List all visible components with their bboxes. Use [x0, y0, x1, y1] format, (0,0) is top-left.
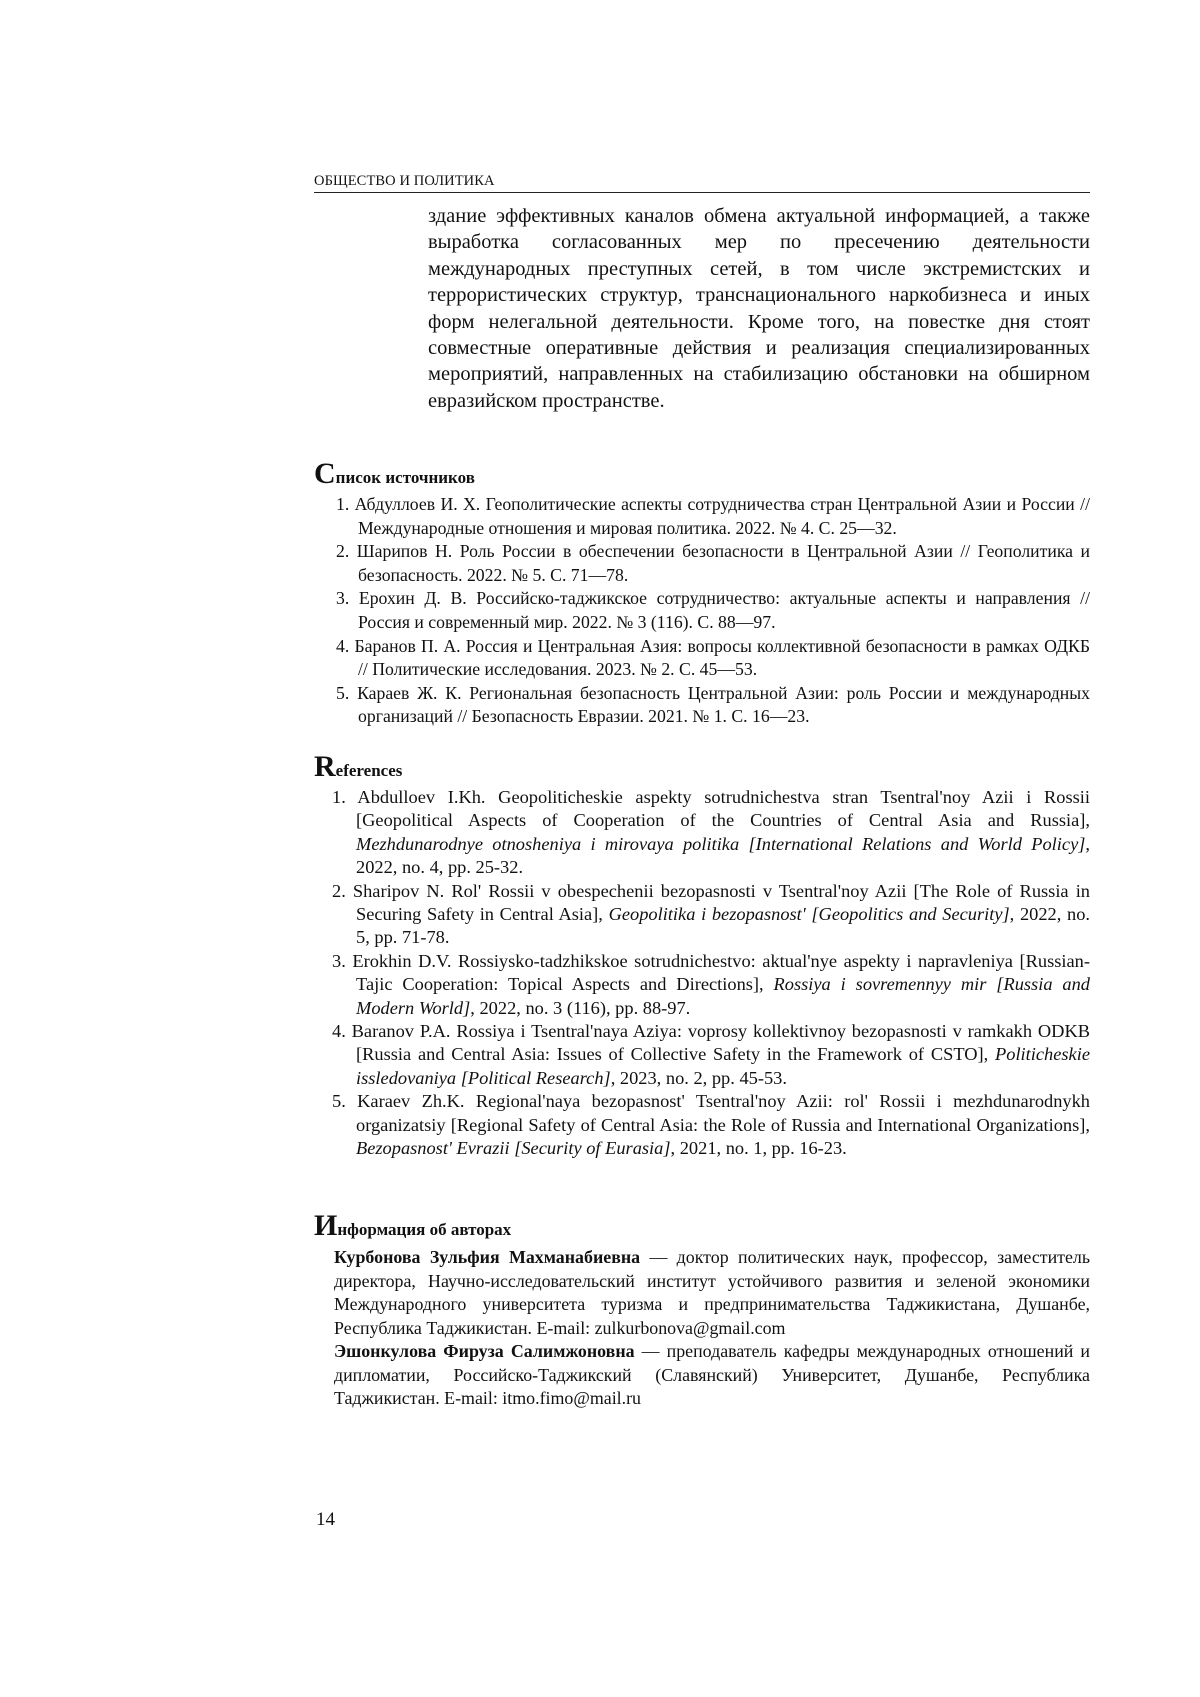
intro-paragraph: здание эффективных каналов обмена актуальной информацией, а также выработка согласованных мер по пресечению деятельности международных преступных сетей, в том числе экстремистских и террористических структур, транснационального наркобизнеса и иных форм нелегальной деятельности. Кроме того, на повестке дня стоят совместные оперативные действия и реализация специализированных мероприятий, направленных на стабилизацию обстановки на обширном евразийском пространстве. [428, 203, 1090, 414]
reference-details: , 2023, no. 2, pp. 45-53. [611, 1068, 787, 1088]
reference-details: , 2022, no. 3 (116), pp. 88-97. [470, 998, 690, 1018]
authors-heading-rest: нформация об авторах [337, 1220, 511, 1239]
reference-item [330, 950, 1090, 1020]
reference-text: 3. Erokhin D.V. Rossiysko-tadzhikskoe sotrudnichestvo: aktual'nye aspekty i napravleniya [Russian-Tajic Cooperation: Topical Aspects and Directions], [332, 951, 1090, 994]
author-details: — преподаватель кафедры международных отношений и дипломатии, Российско-Таджикский (Славянский) Университет, Душанбе, Республика Таджикистан. E-mail: itmo.fimo@mail.ru [334, 1341, 1090, 1408]
reference-item [330, 880, 1090, 950]
reference-item [330, 786, 1090, 880]
reference-details: , 2021, no. 1, pp. 16-23. [671, 1138, 847, 1158]
authors-heading [314, 1212, 511, 1244]
reference-journal: Mezhdunarodnye otnosheniya i mirovaya politika [International Relations and World Policy] [356, 834, 1085, 854]
reference-details: , 2022, no. 5, pp. 71-78. [356, 904, 1090, 947]
sources-list [330, 493, 1090, 729]
references-heading [314, 753, 402, 785]
reference-text: 4. Baranov P.A. Rossiya i Tsentral'naya Aziya: voprosy kollektivnoy bezopasnosti v ramkakh ODKB [Russia and Central Asia: Issues of Collective Safety in the Framework of CSTO], [332, 1021, 1090, 1064]
authors-info [334, 1246, 1090, 1411]
source-item: 5. Караев Ж. К. Региональная безопасность Центральной Азии: роль России и международных организаций // Безопасность Евразии. 2021. № 1. С. 16—23. [330, 682, 1090, 729]
reference-text: 2. Sharipov N. Rol' Rossii v obespechenii bezopasnosti v Tsentral'noy Azii [The Role of Russia in Securing Safety in Central Asia], [332, 881, 1090, 924]
references-heading-initial: R [314, 750, 336, 783]
author-name: Курбонова Зульфия Махманабиевна [334, 1247, 640, 1267]
author-entry [334, 1246, 1090, 1340]
sources-heading-rest: писок источников [336, 468, 475, 487]
source-item: 4. Баранов П. А. Россия и Центральная Азия: вопросы коллективной безопасности в рамках ОДКБ // Политические исследования. 2023. № 2. С. 45—53. [330, 635, 1090, 682]
reference-journal: Politicheskie issledovaniya [Political Research] [356, 1044, 1090, 1087]
reference-journal: Bezopasnost' Evrazii [Security of Eurasia] [356, 1138, 671, 1158]
source-item: 1. Абдуллоев И. Х. Геополитические аспекты сотрудничества стран Центральной Азии и России // Международные отношения и мировая политика. 2022. № 4. С. 25—32. [330, 493, 1090, 540]
author-name: Эшонкулова Фируза Салимжоновна [334, 1341, 635, 1361]
reference-journal: Rossiya i sovremennyy mir [Russia and Modern World] [356, 974, 1090, 1017]
author-details: — доктор политических наук, профессор, заместитель директора, Научно-исследовательский институт устойчивого развития и зеленой экономики Международного университета туризма и предпринимательства Таджикистана, Душанбе, Республика Таджикистан. E-mail: zulkurbonova@gmail.com [334, 1247, 1090, 1338]
reference-text: 5. Karaev Zh.K. Regional'naya bezopasnost' Tsentral'noy Azii: rol' Rossii i mezhdunarodnykh organizatsiy [Regional Safety of Central Asia: the Role of Russia and International Organizations], [332, 1091, 1090, 1134]
sources-heading-initial: С [314, 457, 336, 490]
reference-journal: Geopolitika i bezopasnost' [Geopolitics and Security] [609, 904, 1010, 924]
reference-item [330, 1090, 1090, 1160]
authors-heading-initial: И [314, 1209, 337, 1242]
author-entry [334, 1340, 1090, 1411]
sources-heading [314, 460, 475, 492]
reference-details: , 2022, no. 4, pp. 25-32. [356, 834, 1090, 877]
reference-text: 1. Abdulloev I.Kh. Geopoliticheskie aspekty sotrudnichestva stran Tsentral'noy Azii i Rossii [Geopolitical Aspects of Cooperation of the Countries of Central Asia and Russia], [332, 787, 1090, 830]
references-heading-rest: eferences [336, 761, 403, 780]
reference-item [330, 1020, 1090, 1090]
page-number: 14 [316, 1509, 335, 1531]
references-list [330, 786, 1090, 1161]
source-item: 3. Ерохин Д. В. Российско-таджикское сотрудничество: актуальные аспекты и направления // Россия и современный мир. 2022. № 3 (116). С. 88—97. [330, 587, 1090, 634]
running-head: ОБЩЕСТВО И ПОЛИТИКА [314, 172, 1090, 193]
source-item: 2. Шарипов Н. Роль России в обеспечении безопасности в Центральной Азии // Геополитика и безопасность. 2022. № 5. С. 71—78. [330, 540, 1090, 587]
